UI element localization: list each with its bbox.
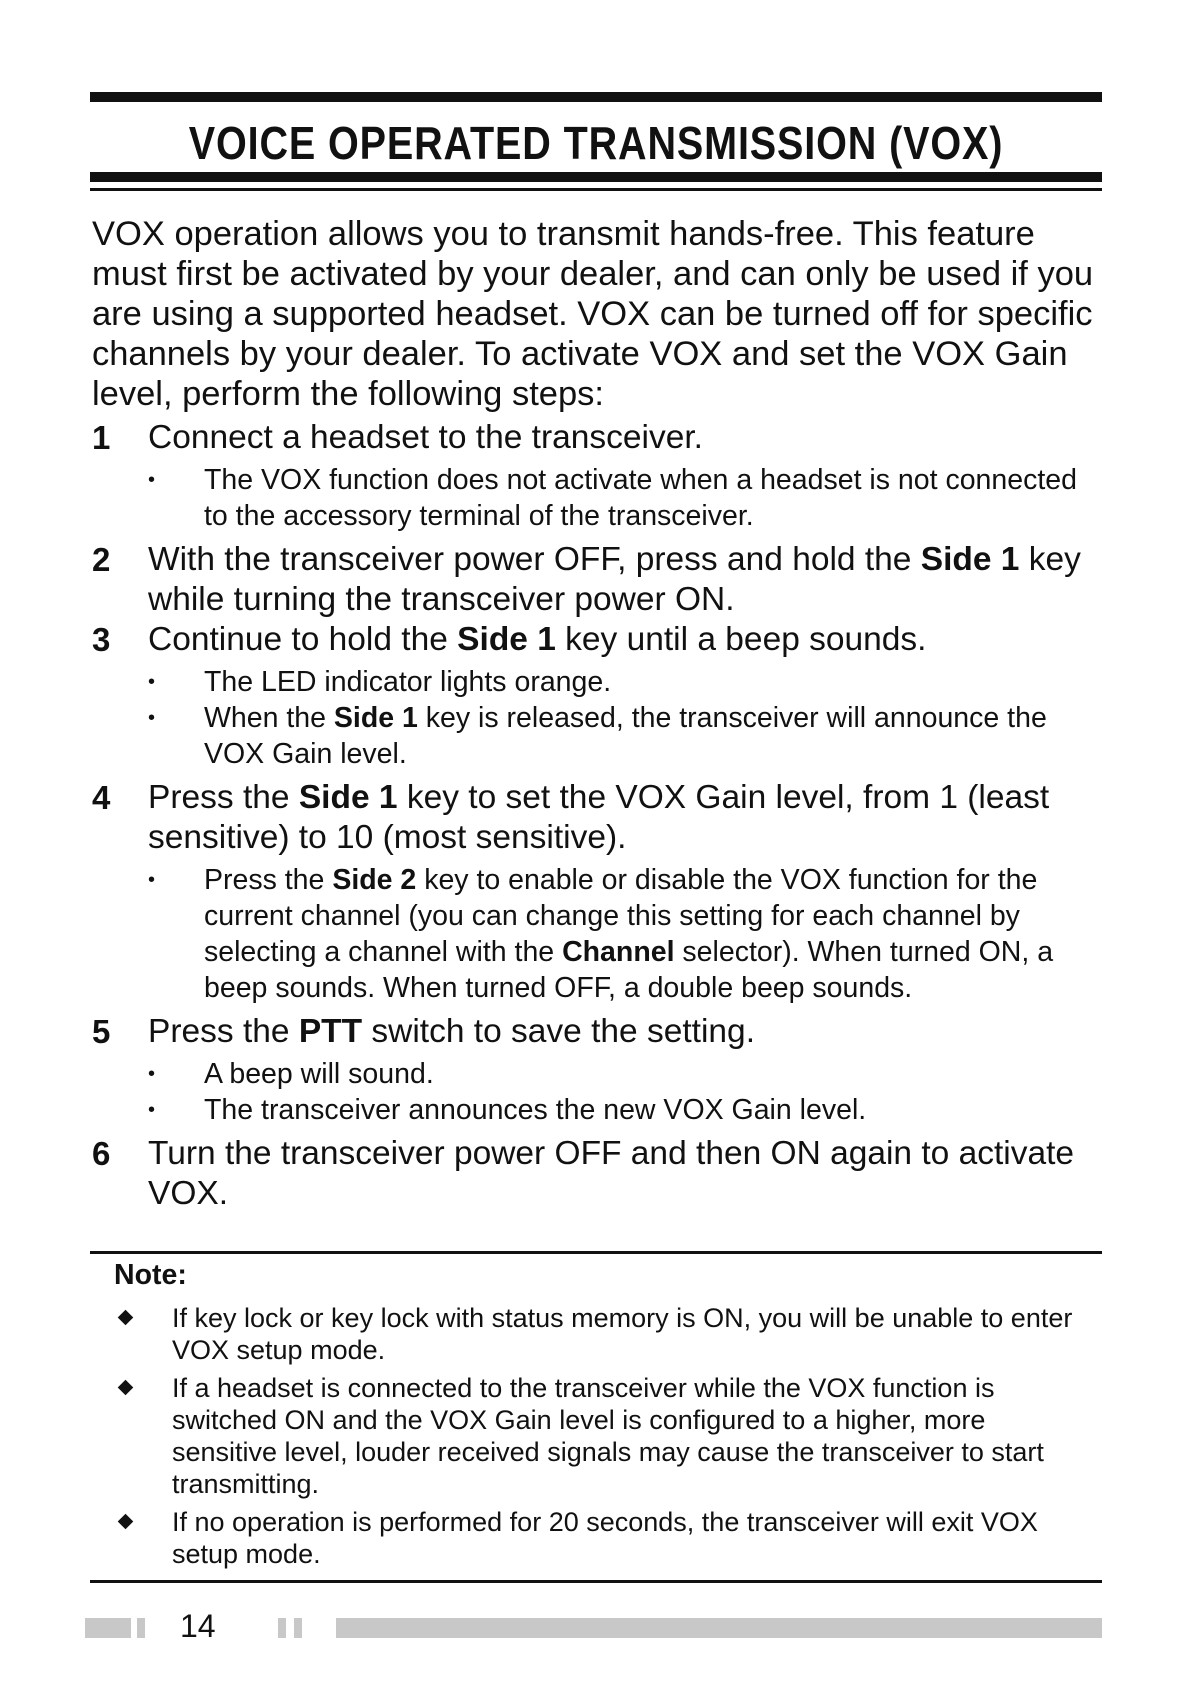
intro-paragraph: VOX operation allows you to transmit hands-free. This feature must first be activated by your dealer, and can only be used if you are using a supported headset. VOX can be turned off for specific channels by your dealer. To activate VOX and set the VOX Gain level, perform the following steps: [92,215,1094,413]
bullet-text [204,462,1102,534]
note-title: Note: [114,1259,187,1291]
note-text: If no operation is performed for 20 seconds, the transceiver will exit VOX setup mode. [172,1507,1038,1569]
steps-list [92,418,1102,1214]
step-3 [92,620,1102,660]
text-segment: key to set the VOX Gain level, from 1 (least sensitive) to 10 (most sensitive). [148,779,1050,856]
text-segment: switch to save the setting. [362,1013,755,1050]
key-name: Side 1 [333,702,418,734]
text-segment: key until a beep sounds. [555,621,927,658]
step-number: 5 [92,1013,111,1050]
title-bottom-rule [90,172,1102,182]
text-segment: With the transceiver power OFF, press and hold the [148,541,921,578]
key-name: Side 2 [332,864,417,896]
title-top-rule [90,92,1102,102]
text-segment: Turn the transceiver power OFF and then ON again to activate VOX. [148,1135,1075,1212]
text-segment: Press the [148,779,299,816]
bullet-item [148,1056,1102,1092]
text-segment: The VOX function does not activate when a headset is not connected to the accessory terminal of the transceiver. [204,464,1077,532]
step-text [148,620,1102,660]
bullet-dot-icon: • [148,1063,156,1085]
text-segment: A beep will sound. [204,1058,434,1090]
text-segment: The transceiver announces the new VOX Gain level. [204,1094,867,1126]
page-title: VOICE OPERATED TRANSMISSION (VOX) [188,117,1004,169]
step-text [148,540,1102,620]
step-number: 6 [92,1135,111,1172]
text-segment: Press the [148,1013,299,1050]
note-item [116,1372,1076,1500]
bullet-text [204,1056,1102,1092]
step-number: 2 [92,541,111,578]
footer-decoration-left [85,1618,165,1638]
step-bullets [148,862,1102,1006]
text-segment: selector). When turned ON, a beep sounds. When turned OFF, a double beep sounds. [204,936,1054,1004]
step-text [148,778,1102,858]
diamond-bullet-icon [116,1302,172,1366]
step-bullets [148,462,1102,534]
step-bullets [148,664,1102,772]
text-segment: The LED indicator lights orange. [204,666,612,698]
step-text [148,1134,1102,1214]
step-6 [92,1134,1102,1214]
note-bottom-rule [90,1580,1102,1583]
text-segment: key is released, the transceiver will announce the VOX Gain level. [204,702,1047,770]
note-item [116,1506,1076,1570]
step-text [148,418,1102,458]
footer-decoration-bar [336,1618,1102,1638]
bullet-dot-icon: • [148,469,156,491]
text-segment: Press the [204,864,333,896]
note-text: If key lock or key lock with status memory is ON, you will be unable to enter VOX setup mode. [172,1303,1073,1365]
bullet-item [148,462,1102,534]
step-2 [92,540,1102,620]
key-name: Side 1 [920,541,1020,578]
text-segment: Connect a headset to the transceiver. [148,419,703,456]
text-segment: Continue to hold the [148,621,458,658]
note-top-rule [90,1251,1102,1254]
bullet-dot-icon: • [148,869,156,891]
step-number: 3 [92,621,111,658]
step-4 [92,778,1102,858]
bullet-text [204,1092,1102,1128]
diamond-bullet-icon [116,1372,172,1500]
title-bottom-thin-rule [90,188,1102,191]
step-number: 1 [92,419,111,456]
text-segment: key to enable or disable the VOX function for the current channel (you can change this setting for each channel by selecting a channel with the [204,864,1038,968]
bullet-text [204,700,1102,772]
bullet-item [148,1092,1102,1128]
bullet-dot-icon: • [148,1099,156,1121]
bullet-item [148,664,1102,700]
key-name: Side 1 [298,779,398,816]
note-item [116,1302,1076,1366]
key-name: PTT [298,1013,363,1050]
step-text [148,1012,1102,1052]
step-1 [92,418,1102,458]
footer-decoration-mid [278,1618,322,1638]
note-list [116,1302,1076,1576]
key-name: Channel [562,936,675,968]
diamond-bullet-icon [116,1506,172,1570]
bullet-text [204,664,1102,700]
bullet-item [148,700,1102,772]
text-segment: key while turning the transceiver power ON. [148,541,1081,618]
bullet-item [148,862,1102,1006]
note-text: If a headset is connected to the transceiver while the VOX function is switched ON and the VOX Gain level is configured to a higher, more sensitive level, louder received signals may cause the transceiver to start transmitting. [172,1373,1044,1499]
bullet-dot-icon: • [148,707,156,729]
step-5 [92,1012,1102,1052]
bullet-dot-icon: • [148,671,156,693]
step-bullets [148,1056,1102,1128]
bullet-text [204,862,1102,1006]
step-number: 4 [92,779,111,816]
page-number: 14 [180,1608,216,1644]
text-segment: When the [204,702,334,734]
key-name: Side 1 [457,621,556,658]
